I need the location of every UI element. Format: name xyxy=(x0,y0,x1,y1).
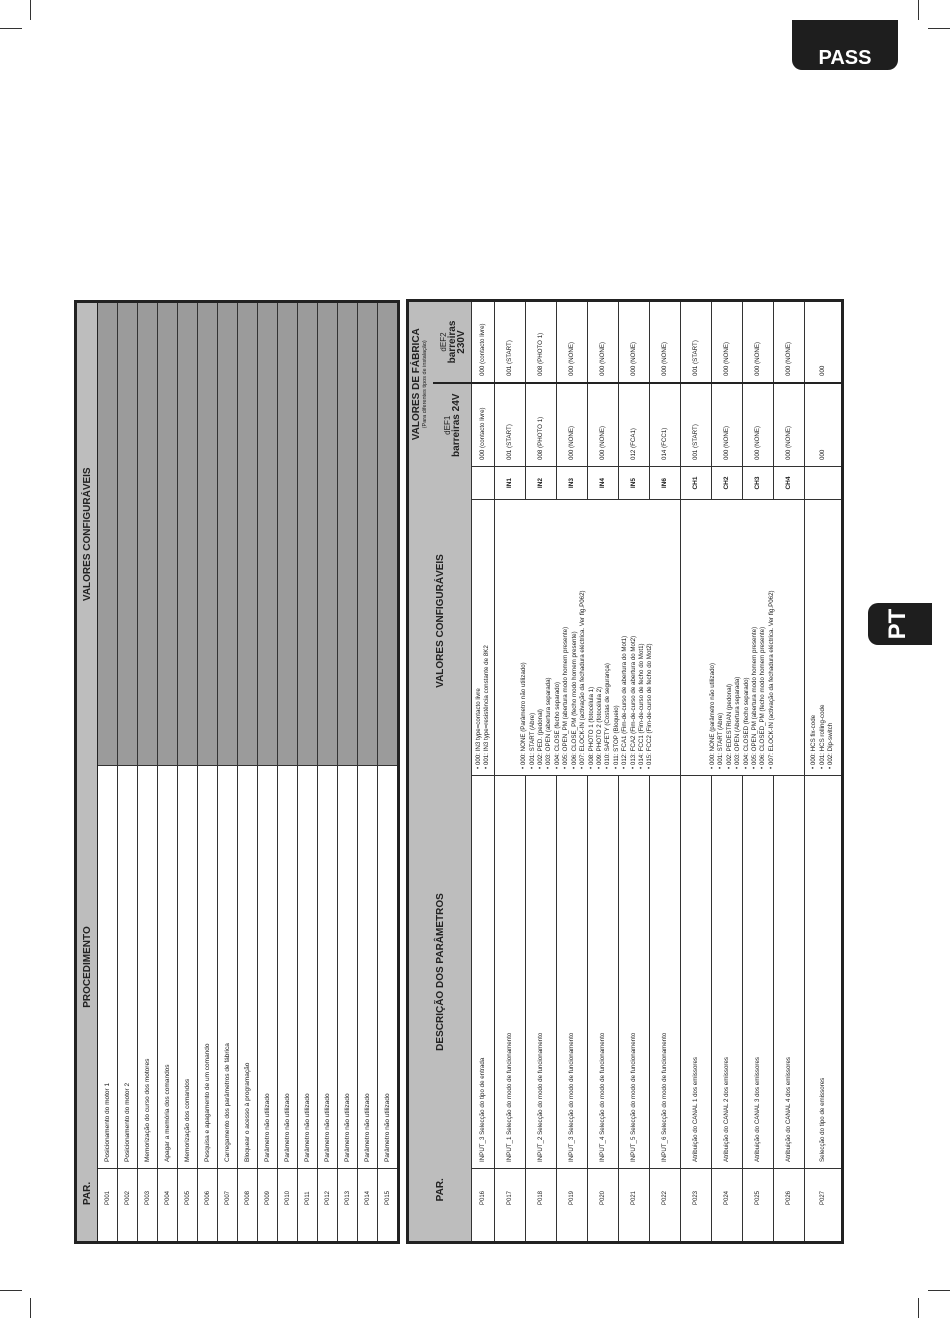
row-spacer xyxy=(318,1211,338,1243)
row-values xyxy=(218,302,238,766)
row-code: IN1 xyxy=(495,467,526,500)
row-spacer xyxy=(588,1211,619,1243)
row-default-24v: 001 (START) xyxy=(681,383,712,467)
procedure-table-wrap xyxy=(74,300,400,1244)
row-procedure: Posicionamento do motor 1 xyxy=(98,766,118,1169)
row-procedure: Parâmetro não utilizado xyxy=(258,766,278,1169)
row-spacer xyxy=(98,1211,118,1243)
factory-title: VALORES DE FÁBRICA xyxy=(411,328,422,441)
row-spacer xyxy=(557,1211,588,1243)
row-procedure: Parâmetro não utilizado xyxy=(378,766,399,1169)
crop-mark xyxy=(918,0,919,20)
row-default-230v: 001 (START) xyxy=(681,301,712,384)
row-spacer xyxy=(338,1211,358,1243)
row-procedure: Parâmetro não utilizado xyxy=(278,766,298,1169)
row-spacer xyxy=(358,1211,378,1243)
value-option: • 000: NONE (parâmetro não utilizado) xyxy=(708,662,716,769)
row-spacer xyxy=(472,1211,495,1243)
row-code xyxy=(472,467,495,500)
row-code: IN5 xyxy=(619,467,650,500)
row-values xyxy=(378,302,399,766)
value-option: • 006: CLOSE_PM (fecho modo homem presente) xyxy=(570,631,578,769)
def2-label: dEF2 xyxy=(438,332,448,352)
value-option: • 001: IN3 type=resistência constante de 8K2 xyxy=(483,645,490,769)
row-spacer xyxy=(198,1211,218,1243)
row-par: P006 xyxy=(198,1169,218,1212)
value-option: • 002: PEDESTRIAN (pedonal) xyxy=(725,683,733,769)
row-spacer xyxy=(774,1211,805,1243)
row-spacer xyxy=(805,1211,843,1243)
row-description: INPUT_1 Selecção do modo de funcionamento xyxy=(495,776,526,1169)
crop-mark xyxy=(928,28,950,29)
def1-sublabel: barreiras 24V xyxy=(451,393,462,457)
value-option: • 006: CLOSED_PM (fecho modo homem presente) xyxy=(759,626,767,769)
row-par: P011 xyxy=(298,1169,318,1212)
crop-mark xyxy=(0,28,22,29)
row-values xyxy=(98,302,118,766)
value-option: • 005: OPEN_PM (abertura modo homem presente) xyxy=(562,626,570,769)
table-row xyxy=(258,302,278,1243)
value-option: • 008: PHOTO 1 (fotocélula 1) xyxy=(587,686,595,769)
row-description: INPUT_4 Selecção do modo de funcionamento xyxy=(588,776,619,1169)
row-description: INPUT_6 Selecção do modo de funcionamento xyxy=(650,776,681,1169)
value-option: • 009: PHOTO 2 (fotocélula 2) xyxy=(595,686,603,769)
def1-label: dEF1 xyxy=(443,415,452,435)
row-description: Atribuição do CANAL 1 dos emissores xyxy=(681,776,712,1169)
row-par: P020 xyxy=(588,1169,619,1212)
row-code: CH1 xyxy=(681,467,712,500)
row-default-24v: 000 (NONE) xyxy=(557,383,588,467)
row-par: P008 xyxy=(238,1169,258,1212)
row-par: P012 xyxy=(318,1169,338,1212)
value-option: • 000: NONE (Parâmetro não utilizado) xyxy=(520,662,528,769)
row-par: P003 xyxy=(138,1169,158,1212)
row-procedure: Pesquisa e apagamento de um comando xyxy=(198,766,218,1169)
value-option: • 000: HCS fix-code xyxy=(810,714,818,769)
row-default-24v: 014 (FCC1) xyxy=(650,383,681,467)
row-default-230v: 000 (NONE) xyxy=(650,301,681,384)
value-option: • 004: CLOSED (fecho separado) xyxy=(742,677,750,769)
row-description: INPUT_3 Selecção do modo de funcionamento xyxy=(557,776,588,1169)
row-spacer xyxy=(118,1211,138,1243)
row-code: IN3 xyxy=(557,467,588,500)
row-procedure: Parâmetro não utilizado xyxy=(318,766,338,1169)
row-default-230v: 000 (NONE) xyxy=(774,301,805,384)
table-row xyxy=(278,302,298,1243)
row-par: P026 xyxy=(774,1169,805,1212)
header-spacer xyxy=(408,1211,472,1243)
row-description: Atribuição do CANAL 3 dos emissores xyxy=(743,776,774,1169)
row-procedure: Bloquear o acesso à programação xyxy=(238,766,258,1169)
row-values xyxy=(178,302,198,766)
value-option: • 013: FCA2 (Fim-de-curso de abertura do Mot2) xyxy=(629,635,637,769)
row-spacer xyxy=(138,1211,158,1243)
row-values xyxy=(118,302,138,766)
row-default-230v: 001 (START) xyxy=(495,301,526,384)
table-row xyxy=(198,302,218,1243)
row-default-230v: 000 (NONE) xyxy=(712,301,743,384)
value-option: • 000: IN3 type=contacto livre xyxy=(474,688,482,769)
row-spacer xyxy=(619,1211,650,1243)
row-code xyxy=(805,467,843,500)
table-row xyxy=(118,302,138,1243)
row-procedure: Posicionamento do motor 2 xyxy=(118,766,138,1169)
value-option: • 015: FCC2 (Fim-de-curso de fecho do Mot2) xyxy=(646,643,654,769)
row-default-230v: 008 (PHOTO 1) xyxy=(526,301,557,384)
row-spacer xyxy=(158,1211,178,1243)
row-values xyxy=(358,302,378,766)
brand-tab: PASS xyxy=(792,20,898,70)
row-code: IN4 xyxy=(588,467,619,500)
row-procedure: Parâmetro não utilizado xyxy=(358,766,378,1169)
crop-mark xyxy=(918,1298,919,1318)
row-par: P017 xyxy=(495,1169,526,1212)
row-default-24v: 000 (NONE) xyxy=(774,383,805,467)
header-description: DESCRIÇÃO DOS PARÂMETROS xyxy=(408,776,472,1169)
row-spacer xyxy=(258,1211,278,1243)
row-par: P015 xyxy=(378,1169,399,1212)
table-row xyxy=(681,301,712,1243)
row-par: P027 xyxy=(805,1169,843,1212)
header-def2 xyxy=(433,301,472,384)
crop-mark xyxy=(928,1290,950,1291)
value-option: • 003: OPEN (abertura separada) xyxy=(545,677,553,769)
parameters-table-wrap xyxy=(406,299,844,1244)
table-row xyxy=(238,302,258,1243)
row-default-24v: 000 xyxy=(805,383,843,467)
row-par: P016 xyxy=(472,1169,495,1212)
table-row xyxy=(378,302,399,1243)
value-option: • 014: FCC1 (Fim-de-curso de fecho do Mot1) xyxy=(637,643,645,769)
row-description: Atribuição do CANAL 2 dos emissores xyxy=(712,776,743,1169)
row-par: P009 xyxy=(258,1169,278,1212)
row-code: CH2 xyxy=(712,467,743,500)
value-option: • 002: Dip-switch xyxy=(827,722,835,769)
header-par: PAR. xyxy=(76,1169,98,1212)
row-description: INPUT_3 Selecção do tipo de entrada xyxy=(472,776,495,1169)
row-default-24v: 001 (START) xyxy=(495,383,526,467)
header-spacer xyxy=(76,1211,98,1243)
row-procedure: Memorização dos comandos xyxy=(178,766,198,1169)
row-spacer xyxy=(495,1211,526,1243)
table-row xyxy=(495,301,526,1243)
row-spacer xyxy=(378,1211,399,1243)
value-option: • 001: HCS rolling-code xyxy=(818,704,826,769)
value-option: • 007: ELOCK-IN (activação da fechadura eléctrica. Ver fig.P062) xyxy=(579,590,587,769)
row-values xyxy=(158,302,178,766)
crop-mark xyxy=(30,1298,31,1318)
row-spacer xyxy=(526,1211,557,1243)
row-par: P013 xyxy=(338,1169,358,1212)
row-description: INPUT_2 Selecção do modo de funcionamento xyxy=(526,776,557,1169)
row-default-24v: 008 (PHOTO 1) xyxy=(526,383,557,467)
row-default-24v: 000 (contacto livre) xyxy=(472,383,495,467)
row-par: P024 xyxy=(712,1169,743,1212)
row-description: INPUT_5 Selecção do modo de funcionamento xyxy=(619,776,650,1169)
table-row xyxy=(298,302,318,1243)
row-default-230v: 000 (NONE) xyxy=(588,301,619,384)
row-spacer xyxy=(218,1211,238,1243)
row-default-230v: 000 xyxy=(805,301,843,384)
row-spacer xyxy=(278,1211,298,1243)
table-row xyxy=(338,302,358,1243)
row-spacer xyxy=(238,1211,258,1243)
row-values xyxy=(138,302,158,766)
header-procedure: PROCEDIMENTO xyxy=(76,766,98,1169)
row-procedure: Parâmetro não utilizado xyxy=(338,766,358,1169)
row-par: P001 xyxy=(98,1169,118,1212)
row-procedure: Carregamento dos parâmetros de fábrica xyxy=(218,766,238,1169)
table-row xyxy=(318,302,338,1243)
row-default-24v: 000 (NONE) xyxy=(712,383,743,467)
value-option: • 005: OPEN_PM (abertura modo homem presente) xyxy=(750,626,758,769)
procedure-table xyxy=(74,300,400,1244)
header-values: VALORES CONFIGURÁVEIS xyxy=(408,467,472,776)
row-default-230v: 000 (NONE) xyxy=(743,301,774,384)
row-default-24v: 000 (NONE) xyxy=(588,383,619,467)
parameters-table xyxy=(406,299,844,1244)
row-par: P002 xyxy=(118,1169,138,1212)
row-par: P004 xyxy=(158,1169,178,1212)
factory-subtitle: (Para diferentes tipos de instalação) xyxy=(422,340,428,429)
value-option: • 002: PED. (pedonal) xyxy=(537,709,545,769)
row-description: Selecção do tipo de emissores xyxy=(805,776,843,1169)
row-description: Atribuição do CANAL 4 dos emissores xyxy=(774,776,805,1169)
row-spacer xyxy=(298,1211,318,1243)
header-factory xyxy=(408,301,434,467)
table-row xyxy=(178,302,198,1243)
table-row xyxy=(218,302,238,1243)
row-par: P014 xyxy=(358,1169,378,1212)
value-option: • 003: OPEN (Abertura separada) xyxy=(734,676,742,769)
row-procedure: Memorização do curso dos motores xyxy=(138,766,158,1169)
row-spacer xyxy=(650,1211,681,1243)
value-option: • 010: SAFETY (Costas de segurança) xyxy=(604,663,612,769)
row-par: P007 xyxy=(218,1169,238,1212)
row-code: IN6 xyxy=(650,467,681,500)
crop-mark xyxy=(30,0,31,20)
row-values xyxy=(278,302,298,766)
crop-mark xyxy=(0,1290,22,1291)
def2-sublabel: barreiras 230V xyxy=(446,320,467,364)
row-default-230v: 000 (NONE) xyxy=(619,301,650,384)
value-option: • 001: START (Abre) xyxy=(528,712,536,769)
row-par: P010 xyxy=(278,1169,298,1212)
row-values xyxy=(805,500,843,776)
row-code: IN2 xyxy=(526,467,557,500)
row-spacer xyxy=(681,1211,712,1243)
value-option: • 007: ELOCK-IN (activação da fechadura eléctrica. Ver fig.P062) xyxy=(767,590,775,769)
value-option: • 011: STOP (Bloqueio) xyxy=(612,705,620,769)
row-values xyxy=(298,302,318,766)
language-tab xyxy=(868,603,932,645)
row-spacer xyxy=(743,1211,774,1243)
row-spacer xyxy=(712,1211,743,1243)
row-values xyxy=(495,500,681,776)
row-values xyxy=(318,302,338,766)
row-spacer xyxy=(178,1211,198,1243)
header-par: PAR. xyxy=(408,1169,472,1212)
table-row xyxy=(472,301,495,1243)
row-procedure: Parâmetro não utilizado xyxy=(298,766,318,1169)
value-option: • 012: FCA1 (Fim-de-curso de abertura do Mot1) xyxy=(621,635,629,769)
table-row xyxy=(158,302,178,1243)
header-values: VALORES CONFIGURÁVEIS xyxy=(76,302,98,766)
value-option: • 001: START (Abre) xyxy=(717,712,725,769)
row-procedure: Apagar a memória dos comandos xyxy=(158,766,178,1169)
header-def1 xyxy=(433,383,472,467)
row-default-230v: 000 (contacto livre) xyxy=(472,301,495,384)
row-values xyxy=(681,500,805,776)
table-row xyxy=(358,302,378,1243)
row-par: P023 xyxy=(681,1169,712,1212)
row-default-24v: 012 (FCA1) xyxy=(619,383,650,467)
row-values xyxy=(238,302,258,766)
table-row xyxy=(98,302,118,1243)
row-code: CH4 xyxy=(774,467,805,500)
row-values xyxy=(338,302,358,766)
row-default-230v: 000 (NONE) xyxy=(557,301,588,384)
row-par: P005 xyxy=(178,1169,198,1212)
row-values xyxy=(198,302,218,766)
row-values xyxy=(258,302,278,766)
row-code: CH3 xyxy=(743,467,774,500)
row-par: P018 xyxy=(526,1169,557,1212)
row-default-24v: 000 (NONE) xyxy=(743,383,774,467)
row-par: P025 xyxy=(743,1169,774,1212)
table-row xyxy=(805,301,843,1243)
table-row xyxy=(138,302,158,1243)
row-par: P019 xyxy=(557,1169,588,1212)
language-label: PT xyxy=(884,608,911,640)
value-option: • 004: CLOSE (fecho separado) xyxy=(553,681,561,769)
row-par: P022 xyxy=(650,1169,681,1212)
row-values xyxy=(472,500,495,776)
row-par: P021 xyxy=(619,1169,650,1212)
